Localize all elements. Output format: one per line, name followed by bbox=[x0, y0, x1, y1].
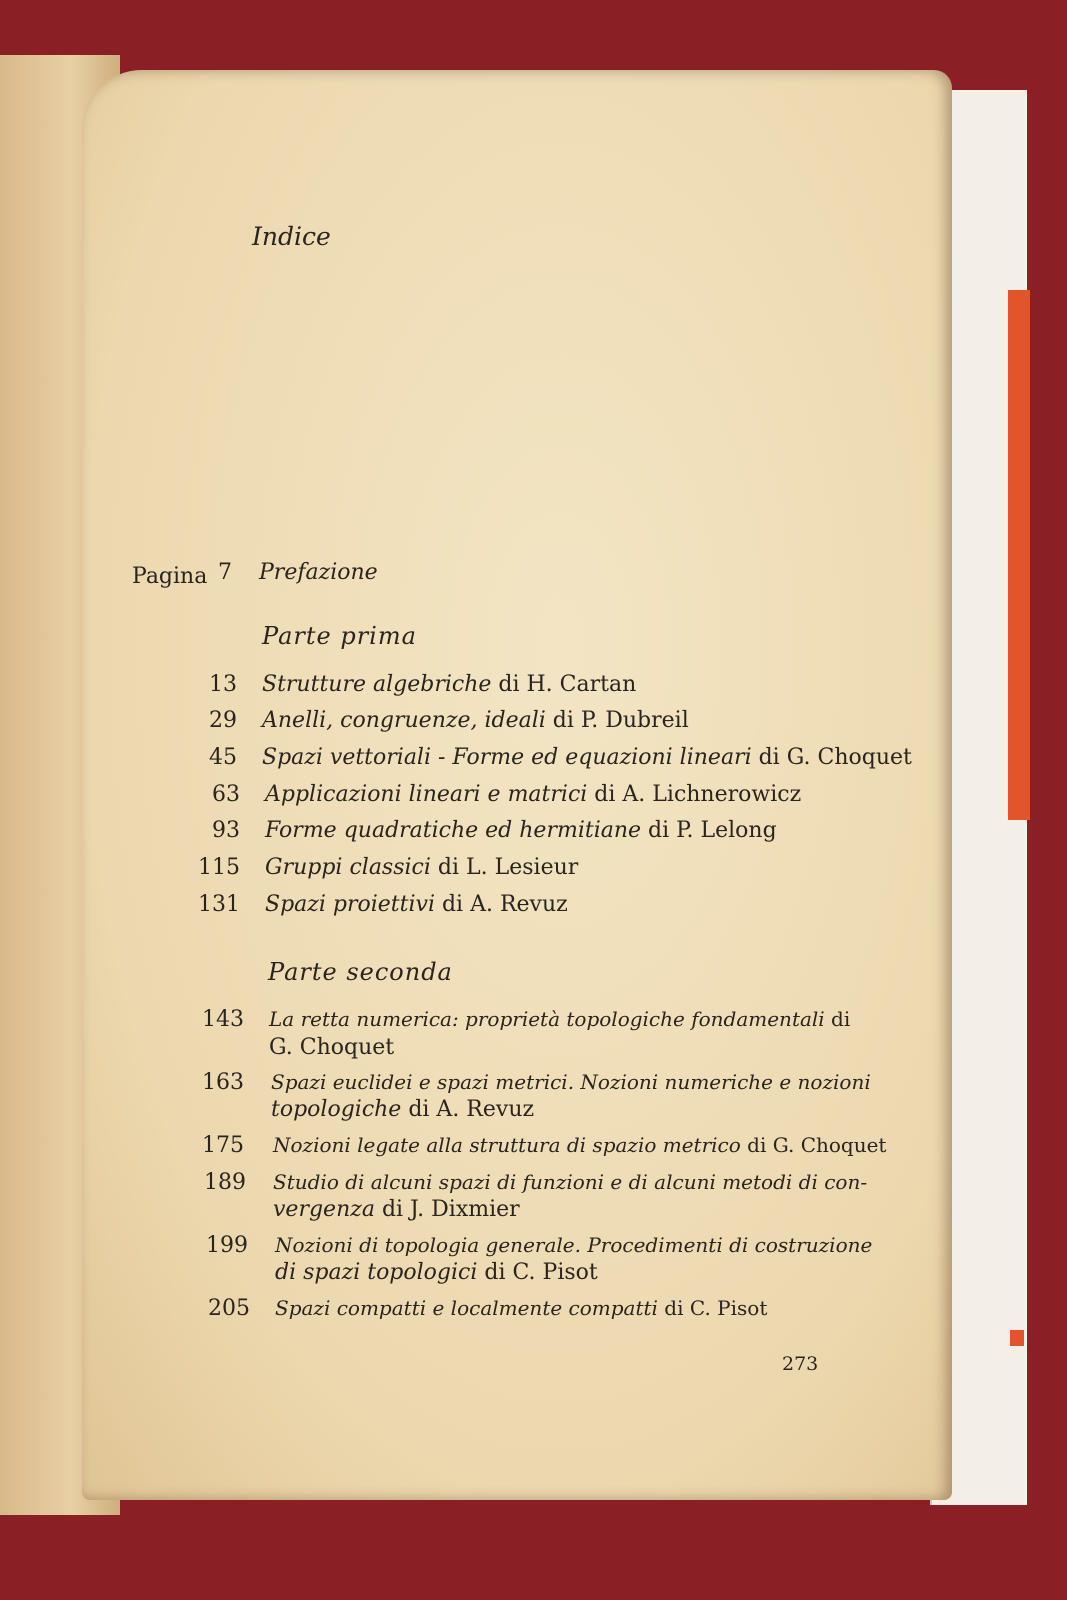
entry-line: Spazi euclidei e spazi metrici. Nozioni numeriche e nozioni bbox=[271, 1070, 871, 1094]
part2-title: Parte seconda bbox=[268, 958, 453, 986]
entry-line: Nozioni di topologia generale. Procedimenti di costruzione bbox=[275, 1233, 873, 1257]
prefazione-title: Prefazione bbox=[259, 560, 378, 585]
entry-line: Studio di alcuni spazi di funzioni e di alcuni metodi di con- bbox=[273, 1170, 868, 1194]
entry-page: 189 bbox=[204, 1170, 246, 1195]
entry-page: 131 bbox=[198, 892, 240, 917]
entry-line-2: vergenza di J. Dixmier bbox=[273, 1197, 520, 1222]
entry-line: Spazi compatti e localmente compatti di C. Pisot bbox=[275, 1296, 768, 1320]
entry-line: Forme quadratiche ed hermitiane di P. Lelong bbox=[265, 818, 777, 843]
prefazione-page: 7 bbox=[218, 560, 232, 585]
entry-line-2: topologiche di A. Revuz bbox=[271, 1097, 535, 1122]
pagina-label: Pagina bbox=[132, 564, 208, 589]
entry-line: Gruppi classici di L. Lesieur bbox=[265, 855, 579, 880]
cover-orange-band bbox=[1008, 290, 1030, 820]
entry-page: 115 bbox=[198, 855, 240, 880]
part1-title: Parte prima bbox=[262, 622, 417, 650]
page-number: 273 bbox=[782, 1353, 819, 1375]
entry-line: Strutture algebriche di H. Cartan bbox=[262, 672, 637, 697]
entry-page: 13 bbox=[209, 672, 237, 697]
entry-page: 143 bbox=[202, 1007, 244, 1032]
entry-line-2: di spazi topologici di C. Pisot bbox=[275, 1260, 598, 1285]
entry-line: Nozioni legate alla struttura di spazio metrico di G. Choquet bbox=[273, 1133, 887, 1157]
entry-page: 205 bbox=[208, 1296, 250, 1321]
entry-line: Spazi vettoriali - Forme ed equazioni lineari di G. Choquet bbox=[262, 745, 912, 770]
entry-page: 29 bbox=[209, 708, 237, 733]
book-page bbox=[82, 70, 952, 1500]
entry-page: 63 bbox=[212, 782, 240, 807]
cover-orange-mark bbox=[1010, 1330, 1024, 1346]
entry-page: 163 bbox=[202, 1070, 244, 1095]
entry-line-2: G. Choquet bbox=[269, 1035, 395, 1060]
entry-line: Anelli, congruenze, ideali di P. Dubreil bbox=[262, 708, 689, 733]
entry-line: Applicazioni lineari e matrici di A. Lichnerowicz bbox=[265, 782, 802, 807]
entry-line: La retta numerica: proprietà topologiche fondamentali di bbox=[269, 1007, 851, 1031]
entry-page: 93 bbox=[212, 818, 240, 843]
index-heading: Indice bbox=[252, 222, 331, 251]
entry-page: 175 bbox=[202, 1133, 244, 1158]
entry-line: Spazi proiettivi di A. Revuz bbox=[265, 892, 568, 917]
entry-page: 199 bbox=[206, 1233, 248, 1258]
entry-page: 45 bbox=[209, 745, 237, 770]
